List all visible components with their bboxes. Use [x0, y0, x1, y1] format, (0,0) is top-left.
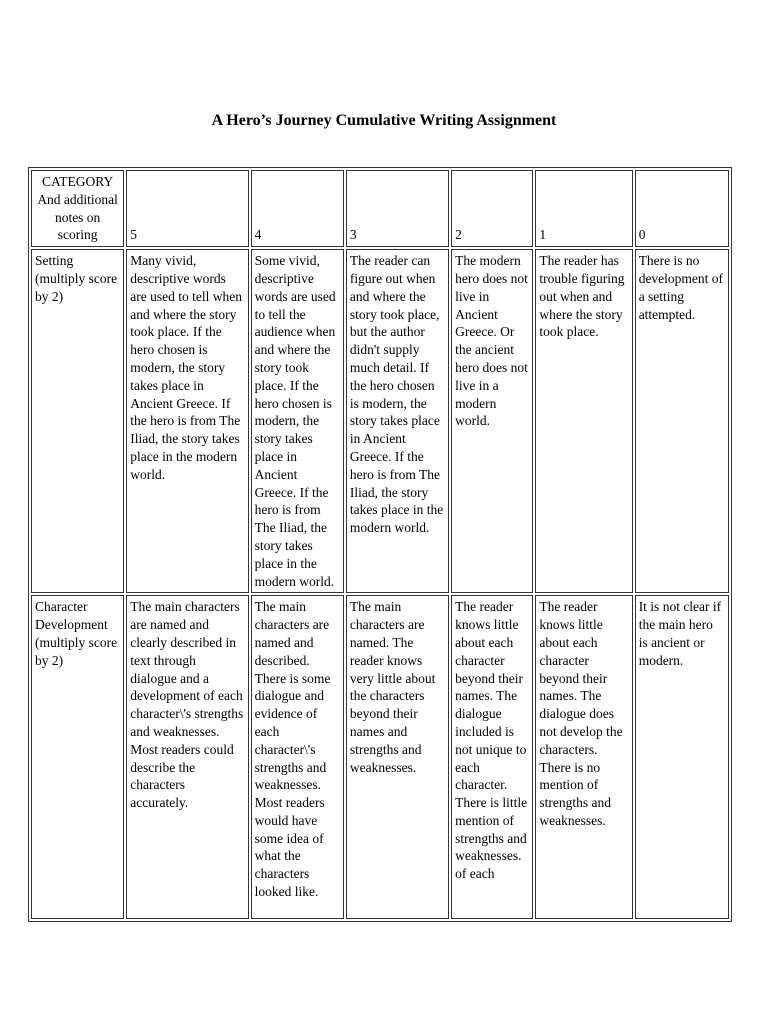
header-score-3: 3 — [346, 170, 449, 247]
table-row — [31, 595, 729, 919]
table-cell: The main characters are named and clearly described in text through dialogue and a development of each character\'s strengths and weaknesses. Most readers could describe the characters accurately. — [126, 595, 248, 919]
row-category: Character Development (multiply score by 2) — [31, 595, 124, 919]
table-cell: The reader knows little about each character beyond their names. The dialogue does not develop the characters. There is no mention of strengths and weaknesses. — [535, 595, 632, 919]
table-cell: The reader has trouble figuring out when and where the story took place. — [535, 249, 632, 593]
table-cell: The main characters are named and described. There is some dialogue and evidence of each character\'s strengths and weaknesses. Most readers would have some idea of what the characters looked like. — [251, 595, 344, 919]
table-cell: The reader knows little about each character beyond their names. The dialogue included is not unique to each character. There is little mention of strengths and weaknesses. of each — [451, 595, 533, 919]
table-cell: The modern hero does not live in Ancient Greece. Or the ancient hero does not live in a modern world. — [451, 249, 533, 593]
table-cell: Many vivid, descriptive words are used to tell when and where the story took place. If the hero chosen is modern, the story takes place in Ancient Greece. If the hero is from The Iliad, the story takes place in the modern world. — [126, 249, 248, 593]
document-title: A Hero’s Journey Cumulative Writing Assignment — [211, 112, 557, 129]
header-score-5: 5 — [126, 170, 248, 247]
row-category: Setting (multiply score by 2) — [31, 249, 124, 593]
rubric-container — [28, 167, 732, 922]
header-score-0: 0 — [635, 170, 729, 247]
table-cell: There is no development of a setting attempted. — [635, 249, 729, 593]
header-score-2: 2 — [451, 170, 533, 247]
header-score-1: 1 — [535, 170, 632, 247]
header-score-4: 4 — [251, 170, 344, 247]
table-row — [31, 249, 729, 593]
table-cell: Some vivid, descriptive words are used to tell the audience when and where the story took place. If the hero chosen is modern, the story takes place in Ancient Greece. If the hero is from The Iliad, the story takes place in the modern world. — [251, 249, 344, 593]
rubric-table — [28, 167, 732, 922]
table-cell: The main characters are named. The reader knows very little about the characters beyond their names and strengths and weaknesses. — [346, 595, 449, 919]
header-category: CATEGORY And additional notes on scoring — [31, 170, 124, 247]
table-cell: The reader can figure out when and where the story took place, but the author didn't supply much detail. If the hero chosen is modern, the story takes place in Ancient Greece. If the hero is from The Iliad, the story takes place in the modern world. — [346, 249, 449, 593]
header-row — [31, 170, 729, 247]
table-cell: It is not clear if the main hero is ancient or modern. — [635, 595, 729, 919]
